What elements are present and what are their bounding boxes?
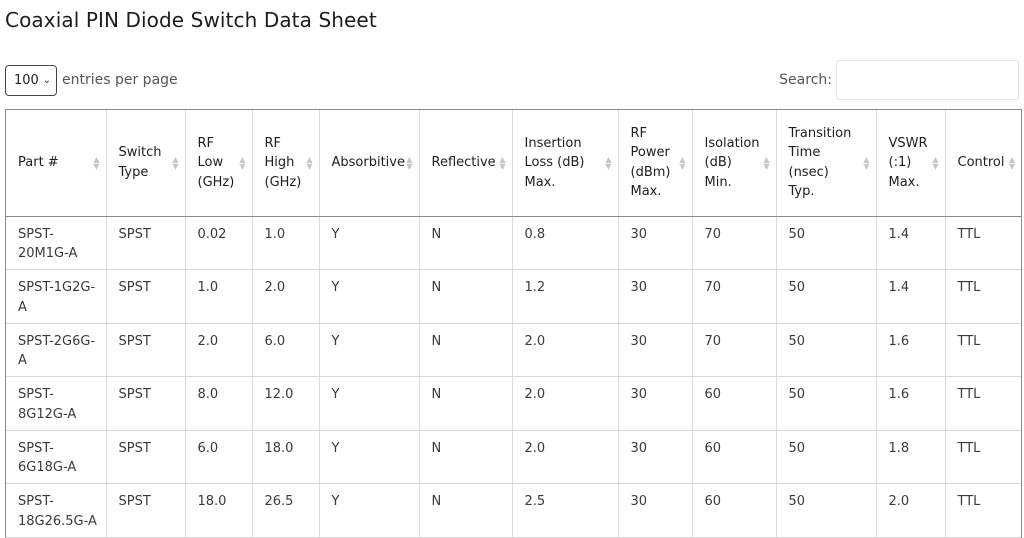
column-header-label: Insertion Loss (dB) Max. — [524, 135, 585, 190]
column-header-label: VSWR (:1) Max. — [888, 135, 928, 190]
table-cell: SPST — [106, 216, 185, 270]
table-cell: 50 — [776, 377, 876, 431]
page-length-control — [5, 65, 178, 95]
table-cell: 50 — [776, 270, 876, 324]
table-cell: 6.0 — [185, 430, 252, 484]
table-body — [6, 216, 1021, 538]
column-header-label: Part # — [18, 155, 59, 170]
table-cell: TTL — [945, 323, 1021, 377]
sort-icon: ▲ ▼ — [239, 154, 246, 171]
table-row — [6, 430, 1021, 484]
column-header-label: RF High (GHz) — [264, 135, 302, 190]
column-header-label: Absorbitive — [331, 155, 405, 170]
table-cell: 2.0 — [876, 484, 945, 538]
column-header[interactable] — [512, 110, 618, 216]
table-cell: 2.0 — [512, 323, 618, 377]
table-cell: Y — [319, 323, 419, 377]
table-cell: SPST-8G12G-A — [6, 377, 106, 431]
table-cell: SPST-20M1G-A — [6, 216, 106, 270]
table-cell: TTL — [945, 216, 1021, 270]
table-cell: 30 — [618, 377, 692, 431]
column-header[interactable] — [6, 110, 106, 216]
column-header-label: Switch Type — [118, 145, 162, 180]
table-cell: 30 — [618, 484, 692, 538]
table-cell: 8.0 — [185, 377, 252, 431]
table-cell: SPST — [106, 484, 185, 538]
column-header-label: RF Power (dBm) Max. — [630, 125, 671, 200]
sort-icon: ▲ ▼ — [499, 154, 506, 171]
sort-icon: ▲ ▼ — [172, 154, 179, 171]
column-header[interactable] — [319, 110, 419, 216]
data-table-wrapper — [5, 109, 1022, 538]
column-header[interactable] — [945, 110, 1021, 216]
column-header-label: Transition Time (nsec) Typ. — [788, 125, 852, 200]
table-cell: 1.0 — [252, 216, 319, 270]
table-cell: 1.8 — [876, 430, 945, 484]
table-cell: Y — [319, 216, 419, 270]
sort-icon: ▲ ▼ — [932, 154, 939, 171]
sort-icon: ▲ ▼ — [679, 154, 686, 171]
table-cell: 6.0 — [252, 323, 319, 377]
table-cell: 70 — [692, 270, 776, 324]
table-cell: N — [419, 430, 512, 484]
data-table — [6, 110, 1021, 538]
table-cell: 2.0 — [512, 430, 618, 484]
table-cell: 50 — [776, 430, 876, 484]
column-header[interactable] — [106, 110, 185, 216]
column-header-label: RF Low (GHz) — [197, 135, 235, 190]
table-cell: N — [419, 323, 512, 377]
table-row — [6, 377, 1021, 431]
table-cell: SPST-18G26.5G-A — [6, 484, 106, 538]
table-cell: SPST — [106, 323, 185, 377]
column-header[interactable] — [252, 110, 319, 216]
table-cell: Y — [319, 270, 419, 324]
table-cell: 60 — [692, 377, 776, 431]
table-cell: 2.0 — [185, 323, 252, 377]
column-header[interactable] — [618, 110, 692, 216]
table-cell: 2.0 — [512, 377, 618, 431]
table-cell: 1.4 — [876, 270, 945, 324]
page-length-select[interactable] — [5, 65, 57, 96]
table-cell: 1.6 — [876, 377, 945, 431]
table-cell: Y — [319, 430, 419, 484]
sort-icon: ▲ ▼ — [863, 154, 870, 171]
header-row — [6, 110, 1021, 216]
table-cell: SPST-1G2G-A — [6, 270, 106, 324]
table-row — [6, 323, 1021, 377]
table-cell: 18.0 — [185, 484, 252, 538]
table-cell: TTL — [945, 484, 1021, 538]
table-cell: 12.0 — [252, 377, 319, 431]
table-cell: N — [419, 484, 512, 538]
table-cell: SPST — [106, 377, 185, 431]
table-cell: N — [419, 216, 512, 270]
column-header-label: Isolation (dB) Min. — [704, 135, 760, 190]
table-cell: SPST-2G6G-A — [6, 323, 106, 377]
table-cell: 0.02 — [185, 216, 252, 270]
column-header-label: Control — [957, 155, 1005, 170]
sort-icon: ▲ ▼ — [763, 154, 770, 171]
search-input[interactable] — [836, 60, 1019, 100]
table-cell: 70 — [692, 216, 776, 270]
table-cell: 2.0 — [252, 270, 319, 324]
search-control — [779, 60, 1019, 100]
table-cell: 30 — [618, 270, 692, 324]
table-cell: SPST-6G18G-A — [6, 430, 106, 484]
table-cell: Y — [319, 377, 419, 431]
table-cell: 30 — [618, 216, 692, 270]
table-cell: 26.5 — [252, 484, 319, 538]
page-title: Coaxial PIN Diode Switch Data Sheet — [5, 8, 377, 32]
column-header[interactable] — [876, 110, 945, 216]
table-cell: SPST — [106, 430, 185, 484]
table-cell: 2.5 — [512, 484, 618, 538]
table-cell: TTL — [945, 377, 1021, 431]
table-row — [6, 484, 1021, 538]
table-cell: 30 — [618, 430, 692, 484]
table-cell: 60 — [692, 484, 776, 538]
table-cell: SPST — [106, 270, 185, 324]
sort-icon: ▲ ▼ — [1008, 154, 1015, 171]
column-header[interactable] — [419, 110, 512, 216]
table-cell: TTL — [945, 430, 1021, 484]
table-cell: Y — [319, 484, 419, 538]
table-cell: 1.0 — [185, 270, 252, 324]
table-cell: 1.6 — [876, 323, 945, 377]
column-header[interactable] — [692, 110, 776, 216]
table-cell: 50 — [776, 323, 876, 377]
chevron-down-icon: ⌄ — [42, 74, 51, 86]
table-cell: 18.0 — [252, 430, 319, 484]
table-cell: 70 — [692, 323, 776, 377]
table-cell: TTL — [945, 270, 1021, 324]
search-label: Search: — [779, 72, 832, 88]
column-header-label: Reflective — [431, 155, 496, 170]
page-length-label: entries per page — [62, 72, 178, 88]
column-header[interactable] — [185, 110, 252, 216]
table-cell: 50 — [776, 216, 876, 270]
sort-icon: ▲ ▼ — [605, 154, 612, 171]
column-header[interactable] — [776, 110, 876, 216]
sort-icon: ▲ ▼ — [406, 154, 413, 171]
table-cell: 1.2 — [512, 270, 618, 324]
sort-icon: ▲ ▼ — [93, 154, 100, 171]
table-row — [6, 270, 1021, 324]
table-cell: 1.4 — [876, 216, 945, 270]
page-length-value: 100 — [14, 72, 39, 88]
table-cell: N — [419, 270, 512, 324]
sort-icon: ▲ ▼ — [306, 154, 313, 171]
table-cell: 60 — [692, 430, 776, 484]
table-cell: N — [419, 377, 512, 431]
table-row — [6, 216, 1021, 270]
table-cell: 0.8 — [512, 216, 618, 270]
table-cell: 30 — [618, 323, 692, 377]
table-cell: 50 — [776, 484, 876, 538]
